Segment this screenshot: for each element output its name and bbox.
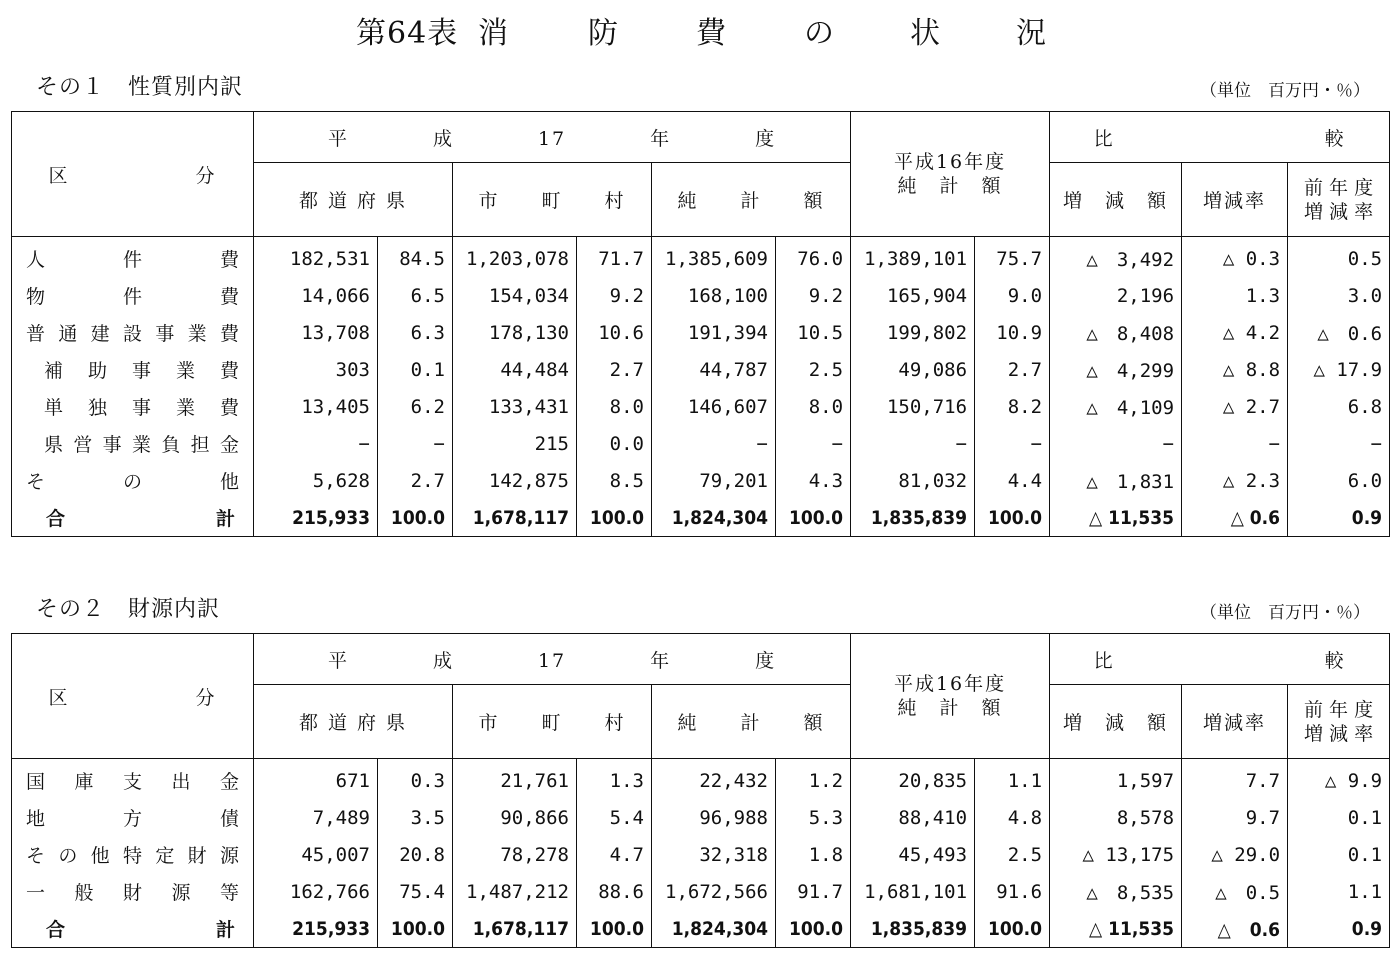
title-char: 防 [588,16,619,51]
row-label: その他特定財源 [12,836,254,873]
cell-value: 20,835 [851,762,975,799]
cell-value: △ 0.6 [1288,314,1390,351]
cell-value: 5.4 [577,799,652,836]
header-change-rate: 増減率 [1182,685,1288,759]
cell-value: 88.6 [577,873,652,910]
row-label: 一般財源等 [12,873,254,910]
cell-value: 22,432 [652,762,776,799]
cell-value: 0.1 [1288,799,1390,836]
total-row [12,910,1390,948]
cell-value: 100.0 [378,910,453,948]
cell-value: 6.5 [378,277,453,314]
cell-value: △ 4.2 [1182,314,1288,351]
cell-value: △ 0.6 [1182,910,1288,948]
header-change-rate: 増減率 [1182,163,1288,237]
cell-value: 1,681,101 [851,873,975,910]
cell-value: △ 4,109 [1050,388,1182,425]
cell-value: 165,904 [851,277,975,314]
cell-value: △ 9.9 [1288,762,1390,799]
cell-value: 0.3 [378,762,453,799]
cell-value: △ 11,535 [1050,910,1182,948]
table-row [12,836,1390,873]
cell-value: 13,405 [254,388,378,425]
header-net-total: 純 計 額 [652,163,851,237]
header-comparison: 比 較 [1050,112,1390,163]
cell-value: 6.0 [1288,462,1390,499]
cell-value: 1,487,212 [453,873,577,910]
cell-value: 3.0 [1288,277,1390,314]
cell-value: 0.9 [1288,499,1390,537]
row-label: その他 [12,462,254,499]
cell-value: 1,678,117 [453,910,577,948]
header-change-amount: 増 減 額 [1050,163,1182,237]
cell-value: 8.5 [577,462,652,499]
cell-value: 13,708 [254,314,378,351]
cell-value: 44,787 [652,351,776,388]
breakdown-by-nature-table [11,111,1390,537]
cell-value: 91.6 [975,873,1050,910]
cell-value: 1,824,304 [652,910,776,948]
cell-value: 2.5 [975,836,1050,873]
cell-value: 88,410 [851,799,975,836]
cell-value: − [1288,425,1390,462]
row-label: 人件費 [12,240,254,277]
row-label: 国庫支出金 [12,762,254,799]
cell-value: 191,394 [652,314,776,351]
cell-value: 2.5 [776,351,851,388]
cell-value: △ 2.3 [1182,462,1288,499]
cell-value: − [652,425,776,462]
cell-value: 1.1 [1288,873,1390,910]
cell-value: 75.7 [975,240,1050,277]
table-row [12,351,1390,388]
cell-value: 1.2 [776,762,851,799]
cell-value: 2,196 [1050,277,1182,314]
row-label: 県営事業負担金 [12,425,254,462]
cell-value: 9.2 [577,277,652,314]
cell-value: 32,318 [652,836,776,873]
section-1-title: その１ 性質別内訳 [36,75,244,100]
cell-value: △ 0.6 [1182,499,1288,537]
cell-value: 199,802 [851,314,975,351]
cell-value: 9.2 [776,277,851,314]
cell-value: 0.5 [1288,240,1390,277]
cell-value: 1,678,117 [453,499,577,537]
header-prefectures: 都 道 府 県 [254,685,453,759]
cell-value: − [851,425,975,462]
table-row [12,240,1390,277]
cell-value: 7,489 [254,799,378,836]
cell-value: 1.1 [975,762,1050,799]
cell-value: △ 2.7 [1182,388,1288,425]
header-category: 区 分 [12,634,254,759]
header-fiscal-year-16-net-total [851,112,1050,237]
header-fiscal-year-17: 平 成 17 年 度 [254,112,851,163]
cell-value: 1.3 [1182,277,1288,314]
table-row [12,277,1390,314]
cell-value: △ 8.8 [1182,351,1288,388]
cell-value: 75.4 [378,873,453,910]
cell-value: 7.7 [1182,762,1288,799]
title-char: 況 [1016,16,1047,51]
cell-value: 1,824,304 [652,499,776,537]
cell-value: 2.7 [577,351,652,388]
cell-value: 100.0 [776,910,851,948]
cell-value: 8.0 [577,388,652,425]
row-label: 地方債 [12,799,254,836]
cell-value: 45,493 [851,836,975,873]
cell-value: △ 1,831 [1050,462,1182,499]
header-yoy-line1: 前 年 度 [1304,176,1374,199]
cell-value: 1.8 [776,836,851,873]
cell-value: 8.2 [975,388,1050,425]
cell-value: 0.1 [378,351,453,388]
header-fiscal-year-16-net-total [851,634,1050,759]
row-label: 補助事業費 [12,351,254,388]
section-2-unit: （単位 百万円・％） [1200,603,1370,623]
cell-value: 21,761 [453,762,577,799]
cell-value: △ 29.0 [1182,836,1288,873]
cell-value: 4.8 [975,799,1050,836]
cell-value: 100.0 [577,910,652,948]
table-row [12,314,1390,351]
cell-value: 10.9 [975,314,1050,351]
cell-value: − [776,425,851,462]
cell-value: 10.5 [776,314,851,351]
row-label: 物件費 [12,277,254,314]
cell-value: 215 [453,425,577,462]
cell-value: △ 0.5 [1182,873,1288,910]
cell-value: 6.3 [378,314,453,351]
cell-value: 3.5 [378,799,453,836]
cell-value: 79,201 [652,462,776,499]
cell-value: 1.3 [577,762,652,799]
cell-value: △ 0.3 [1182,240,1288,277]
header-yoy-line2: 増 減 率 [1304,722,1374,745]
table-number: 第64表 [356,16,459,51]
cell-value: 142,875 [453,462,577,499]
table-row [12,799,1390,836]
cell-value: 1,385,609 [652,240,776,277]
header-fy16-line2: 純 計 額 [897,175,1003,197]
cell-value: − [1182,425,1288,462]
header-yoy-line2: 増 減 率 [1304,200,1374,223]
cell-value: 4.4 [975,462,1050,499]
cell-value: − [254,425,378,462]
cell-value: − [975,425,1050,462]
cell-value: △ 8,408 [1050,314,1182,351]
header-yoy-change-rate [1288,163,1390,237]
cell-value: 162,766 [254,873,378,910]
cell-value: 178,130 [453,314,577,351]
header-yoy-change-rate [1288,685,1390,759]
cell-value: 8.0 [776,388,851,425]
section-2-title: その２ 財源内訳 [36,597,221,622]
cell-value: 6.2 [378,388,453,425]
title-char: 状 [910,16,941,51]
header-net-total: 純 計 額 [652,685,851,759]
cell-value: 671 [254,762,378,799]
table-row [12,425,1390,462]
header-prefectures: 都 道 府 県 [254,163,453,237]
cell-value: 0.9 [1288,910,1390,948]
cell-value: 84.5 [378,240,453,277]
cell-value: 1,203,078 [453,240,577,277]
cell-value: 0.0 [577,425,652,462]
cell-value: 4.3 [776,462,851,499]
cell-value: 10.6 [577,314,652,351]
cell-value: 168,100 [652,277,776,314]
table-row [12,462,1390,499]
cell-value: △ 13,175 [1050,836,1182,873]
breakdown-by-funding-source-table [11,633,1390,948]
header-municipalities: 市 町 村 [453,163,652,237]
cell-value: 100.0 [378,499,453,537]
cell-value: 4.7 [577,836,652,873]
cell-value: △ 4,299 [1050,351,1182,388]
header-fy16-line1: 平成16年度 [893,673,1007,695]
cell-value: 146,607 [652,388,776,425]
cell-value: 0.1 [1288,836,1390,873]
cell-value: 154,034 [453,277,577,314]
header-comparison: 比 較 [1050,634,1390,685]
cell-value: 2.7 [378,462,453,499]
page-title [0,4,1400,51]
cell-value: △ 17.9 [1288,351,1390,388]
title-char: 費 [696,16,727,51]
cell-value: 6.8 [1288,388,1390,425]
cell-value: 133,431 [453,388,577,425]
cell-value: 100.0 [975,910,1050,948]
section-1-unit: （単位 百万円・％） [1200,81,1370,101]
cell-value: 45,007 [254,836,378,873]
row-label: 合計 [12,499,254,537]
header-change-amount: 増 減 額 [1050,685,1182,759]
row-label: 普通建設事業費 [12,314,254,351]
cell-value: 5,628 [254,462,378,499]
header-yoy-line1: 前 年 度 [1304,698,1374,721]
cell-value: 8,578 [1050,799,1182,836]
cell-value: 1,835,839 [851,910,975,948]
row-label: 単独事業費 [12,388,254,425]
cell-value: − [378,425,453,462]
cell-value: 14,066 [254,277,378,314]
cell-value: 9.7 [1182,799,1288,836]
header-fy16-line2: 純 計 額 [897,697,1003,719]
cell-value: 76.0 [776,240,851,277]
cell-value: 100.0 [975,499,1050,537]
title-char: 消 [478,16,509,51]
row-label: 合計 [12,910,254,948]
cell-value: 20.8 [378,836,453,873]
cell-value: 78,278 [453,836,577,873]
cell-value: 303 [254,351,378,388]
cell-value: 71.7 [577,240,652,277]
cell-value: 90,866 [453,799,577,836]
cell-value: 100.0 [577,499,652,537]
cell-value: 215,933 [254,499,378,537]
cell-value: 1,672,566 [652,873,776,910]
cell-value: 44,484 [453,351,577,388]
cell-value: 91.7 [776,873,851,910]
cell-value: △ 11,535 [1050,499,1182,537]
cell-value: 2.7 [975,351,1050,388]
cell-value: 9.0 [975,277,1050,314]
cell-value: 215,933 [254,910,378,948]
title-char: の [804,16,835,51]
header-category: 区 分 [12,112,254,237]
cell-value: △ 3,492 [1050,240,1182,277]
total-row [12,499,1390,537]
cell-value: 1,389,101 [851,240,975,277]
header-fiscal-year-17: 平 成 17 年 度 [254,634,851,685]
table-row [12,762,1390,799]
cell-value: 5.3 [776,799,851,836]
table-row [12,388,1390,425]
table-row [12,873,1390,910]
cell-value: △ 8,535 [1050,873,1182,910]
cell-value: 1,597 [1050,762,1182,799]
cell-value: 81,032 [851,462,975,499]
cell-value: − [1050,425,1182,462]
header-municipalities: 市 町 村 [453,685,652,759]
cell-value: 100.0 [776,499,851,537]
cell-value: 182,531 [254,240,378,277]
header-fy16-line1: 平成16年度 [893,151,1007,173]
cell-value: 96,988 [652,799,776,836]
cell-value: 150,716 [851,388,975,425]
cell-value: 49,086 [851,351,975,388]
cell-value: 1,835,839 [851,499,975,537]
